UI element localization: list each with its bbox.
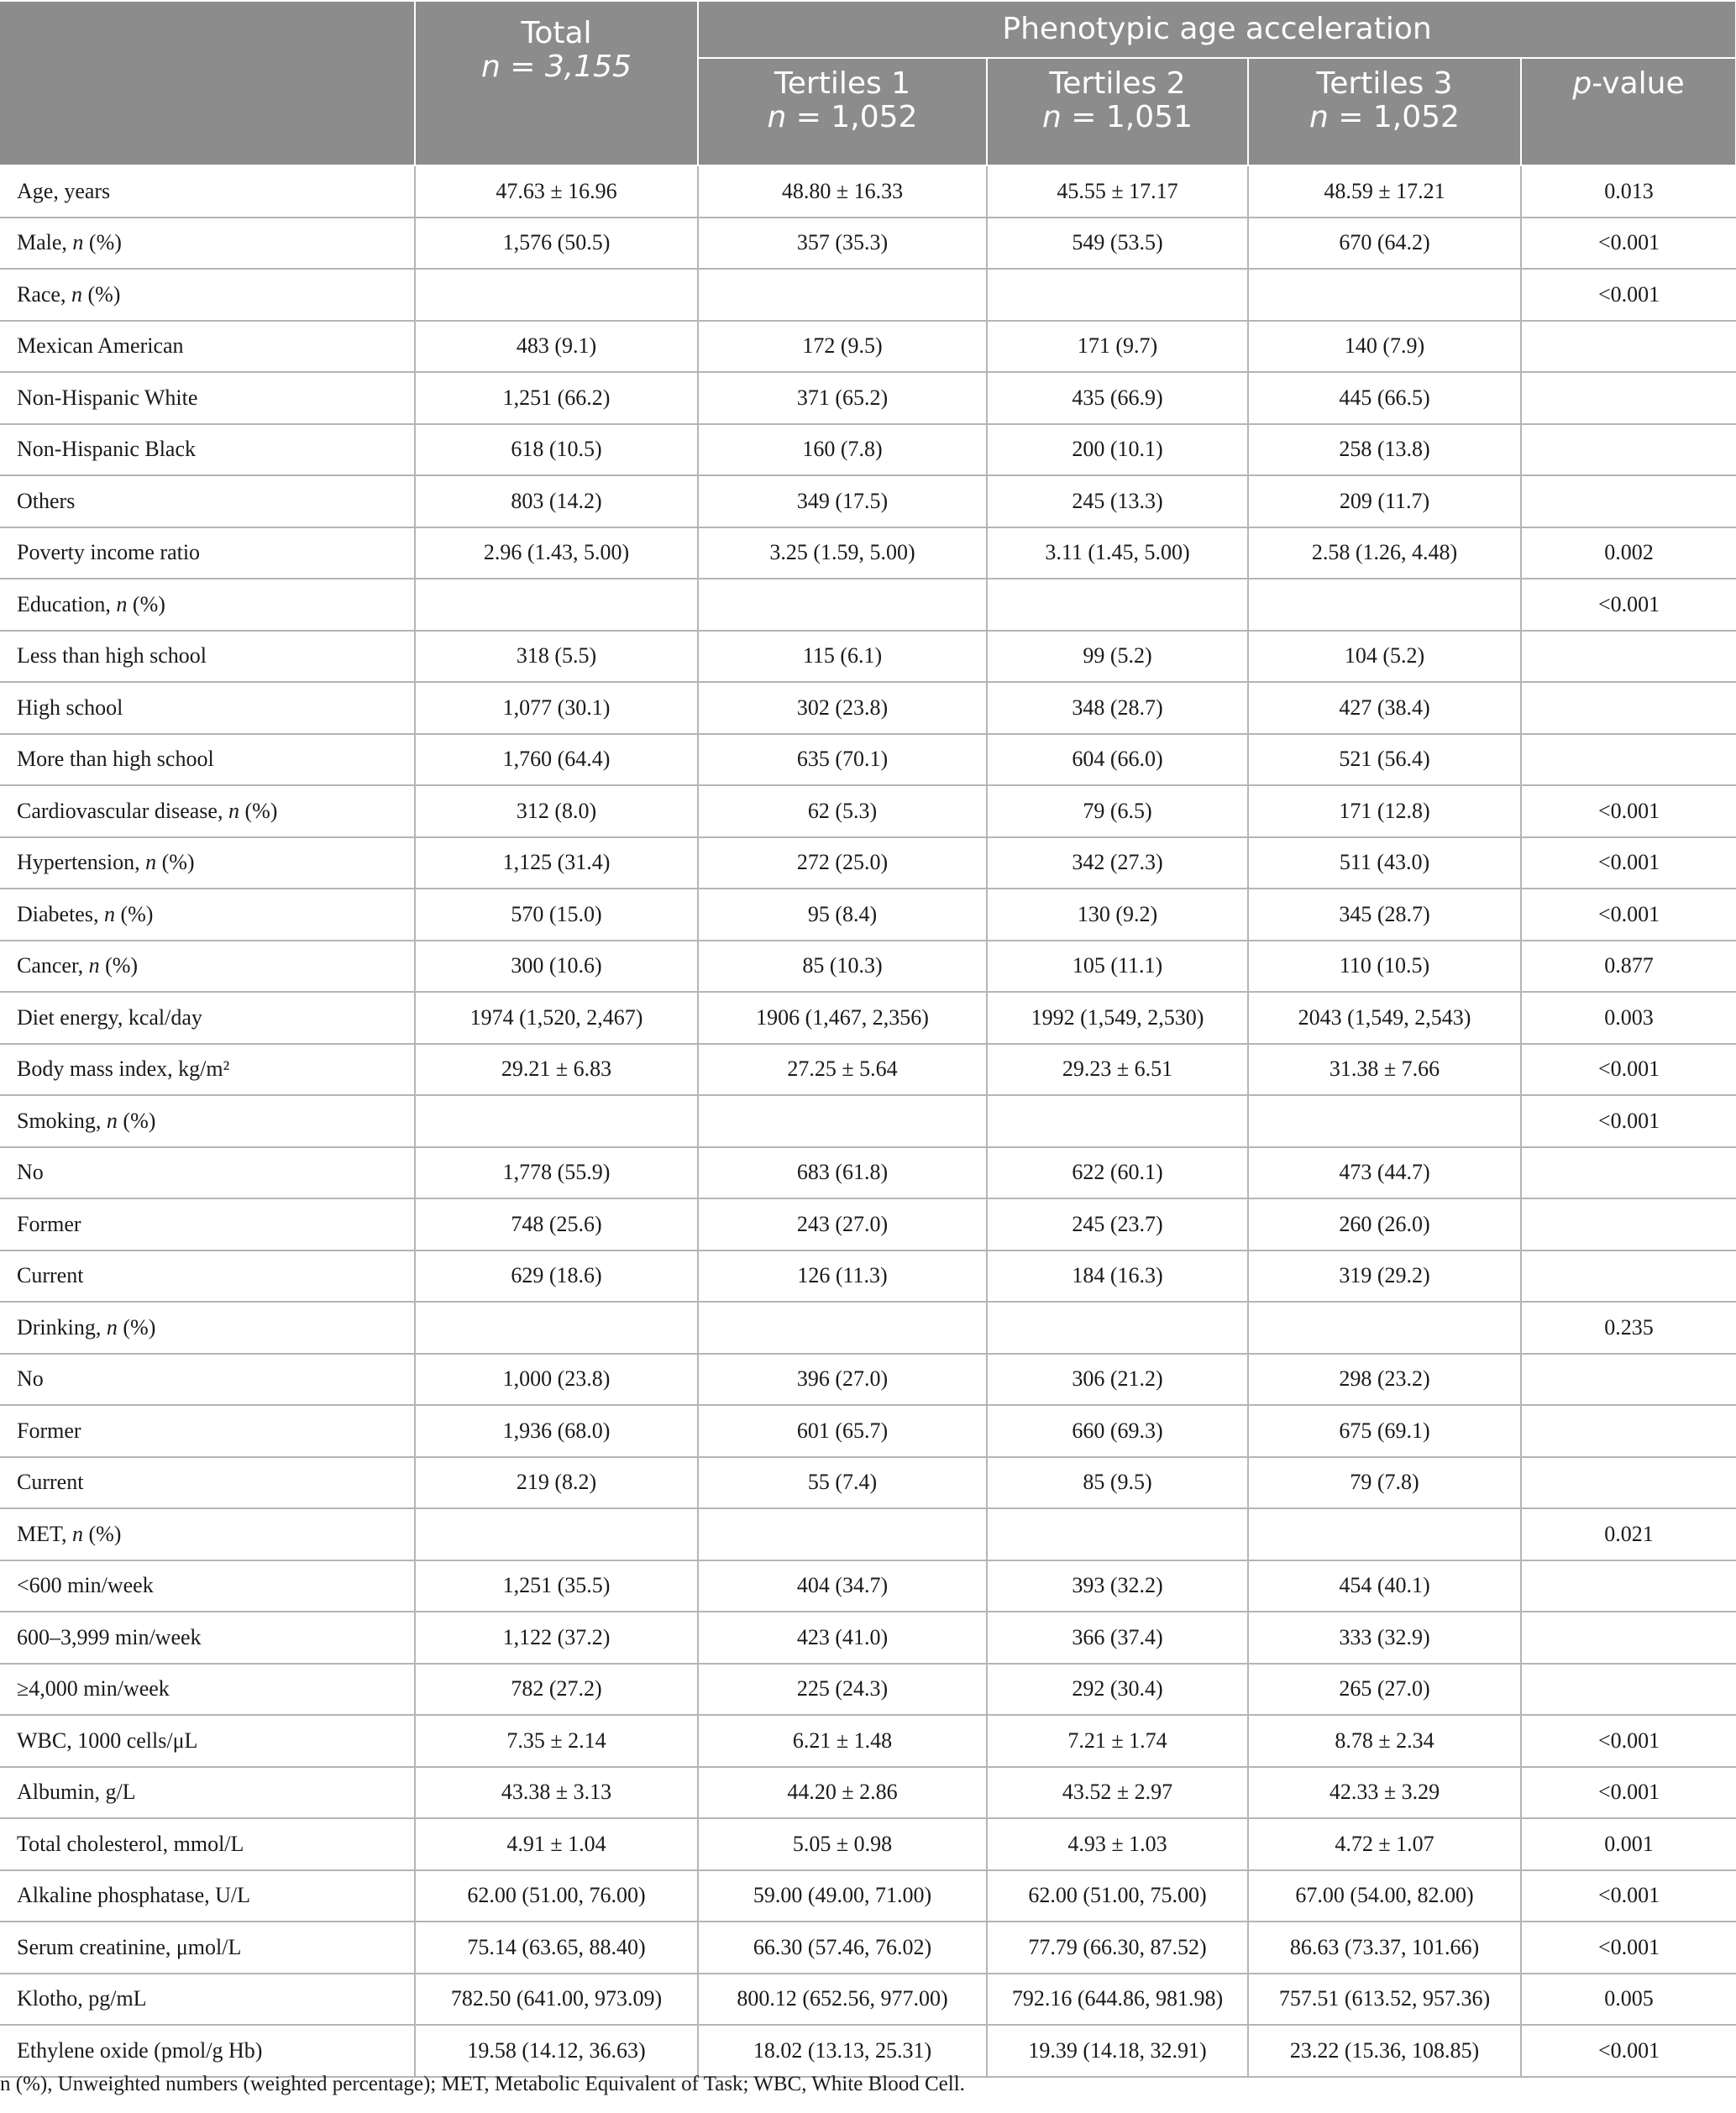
header-blank-cell (0, 1, 415, 165)
table-row (0, 1095, 1736, 1147)
row-label-cell: Former (0, 1405, 415, 1457)
p-value-cell: 0.002 (1521, 527, 1736, 579)
p-value-cell: <0.001 (1521, 785, 1736, 837)
tertile-3-cell: 171 (12.8) (1248, 785, 1521, 837)
tertile-3-cell: 4.72 ± 1.07 (1248, 1818, 1521, 1870)
tertile-2-cell (987, 1095, 1248, 1147)
row-label-cell: Mexican American (0, 321, 415, 373)
row-label-cell: Age, years (0, 165, 415, 218)
row-label-cell: ≥4,000 min/week (0, 1664, 415, 1716)
tertile-2-cell: 184 (16.3) (987, 1250, 1248, 1303)
table-body (0, 165, 1736, 2077)
row-label-cell: Current (0, 1457, 415, 1509)
tertile-1-cell: 27.25 ± 5.64 (698, 1044, 987, 1096)
table-row (0, 1508, 1736, 1560)
tertile-2-cell: 245 (13.3) (987, 475, 1248, 527)
tertile-1-cell: 115 (6.1) (698, 631, 987, 683)
tertile-1-cell: 243 (27.0) (698, 1198, 987, 1250)
total-cell: 748 (25.6) (415, 1198, 698, 1250)
tertile-2-cell: 622 (60.1) (987, 1147, 1248, 1199)
total-cell: 19.58 (14.12, 36.63) (415, 2025, 698, 2077)
header-tertile-1 (698, 58, 987, 165)
tertile-3-cell: 319 (29.2) (1248, 1250, 1521, 1303)
total-cell: 2.96 (1.43, 5.00) (415, 527, 698, 579)
header-tertile-3-label: Tertiles 3 (1316, 66, 1453, 101)
tertile-2-cell: 245 (23.7) (987, 1198, 1248, 1250)
total-cell: 47.63 ± 16.96 (415, 165, 698, 218)
table-row (0, 1198, 1736, 1250)
table-row (0, 269, 1736, 321)
tertile-2-cell: 99 (5.2) (987, 631, 1248, 683)
p-value-cell (1521, 631, 1736, 683)
table-row (0, 992, 1736, 1044)
tertile-3-cell: 31.38 ± 7.66 (1248, 1044, 1521, 1096)
tertile-1-cell: 396 (27.0) (698, 1354, 987, 1406)
row-label-cell: Total cholesterol, mmol/L (0, 1818, 415, 1870)
row-label-cell: Alkaline phosphatase, U/L (0, 1870, 415, 1922)
tertile-3-cell: 454 (40.1) (1248, 1560, 1521, 1612)
tertile-3-cell: 79 (7.8) (1248, 1457, 1521, 1509)
tertile-3-cell: 345 (28.7) (1248, 889, 1521, 941)
tertile-3-cell: 48.59 ± 17.21 (1248, 165, 1521, 218)
p-value-cell: <0.001 (1521, 837, 1736, 889)
table-row (0, 1250, 1736, 1303)
header-total (415, 1, 698, 165)
table-row (0, 1664, 1736, 1716)
tertile-2-cell: 348 (28.7) (987, 682, 1248, 734)
row-label-cell: Race, n (%) (0, 269, 415, 321)
table-row (0, 1974, 1736, 2026)
row-label-cell: Others (0, 475, 415, 527)
total-cell: 803 (14.2) (415, 475, 698, 527)
table-row (0, 1560, 1736, 1612)
header-total-label: Total (521, 16, 592, 50)
tertile-1-cell: 601 (65.7) (698, 1405, 987, 1457)
table-row (0, 527, 1736, 579)
row-label-cell: Drinking, n (%) (0, 1302, 415, 1354)
p-value-cell (1521, 424, 1736, 476)
row-label-cell: Klotho, pg/mL (0, 1974, 415, 2026)
table-row (0, 579, 1736, 631)
tertile-3-cell: 110 (10.5) (1248, 941, 1521, 993)
total-cell (415, 579, 698, 631)
total-cell: 1,122 (37.2) (415, 1612, 698, 1664)
tertile-3-cell: 8.78 ± 2.34 (1248, 1715, 1521, 1767)
p-value-cell (1521, 1250, 1736, 1303)
tertile-2-cell: 77.79 (66.30, 87.52) (987, 1922, 1248, 1974)
row-label-cell: Cardiovascular disease, n (%) (0, 785, 415, 837)
p-value-cell (1521, 475, 1736, 527)
p-value-cell (1521, 1147, 1736, 1199)
table-row (0, 1818, 1736, 1870)
tertile-1-cell: 1906 (1,467, 2,356) (698, 992, 987, 1044)
p-value-cell: 0.877 (1521, 941, 1736, 993)
tertile-2-cell (987, 1508, 1248, 1560)
total-cell (415, 1095, 698, 1147)
p-value-cell: <0.001 (1521, 1044, 1736, 1096)
row-label-cell: Current (0, 1250, 415, 1303)
row-label-cell: MET, n (%) (0, 1508, 415, 1560)
row-label-cell: Hypertension, n (%) (0, 837, 415, 889)
tertile-3-cell: 521 (56.4) (1248, 734, 1521, 786)
tertile-2-cell: 306 (21.2) (987, 1354, 1248, 1406)
tertile-3-cell: 298 (23.2) (1248, 1354, 1521, 1406)
header-tertile-1-label: Tertiles 1 (774, 66, 911, 101)
table-row (0, 372, 1736, 424)
total-cell: 782 (27.2) (415, 1664, 698, 1716)
total-cell: 1,778 (55.9) (415, 1147, 698, 1199)
row-label-cell: No (0, 1147, 415, 1199)
total-cell: 618 (10.5) (415, 424, 698, 476)
tertile-2-cell: 7.21 ± 1.74 (987, 1715, 1248, 1767)
total-cell: 312 (8.0) (415, 785, 698, 837)
p-value-cell: 0.235 (1521, 1302, 1736, 1354)
tertile-2-cell: 62.00 (51.00, 75.00) (987, 1870, 1248, 1922)
total-cell: 29.21 ± 6.83 (415, 1044, 698, 1096)
tertile-3-cell: 333 (32.9) (1248, 1612, 1521, 1664)
tertile-2-cell: 43.52 ± 2.97 (987, 1767, 1248, 1819)
row-label-cell: <600 min/week (0, 1560, 415, 1612)
tertile-3-cell: 258 (13.8) (1248, 424, 1521, 476)
total-cell: 43.38 ± 3.13 (415, 1767, 698, 1819)
p-value-cell (1521, 1664, 1736, 1716)
tertile-1-cell: 357 (35.3) (698, 218, 987, 270)
tertile-3-cell (1248, 1508, 1521, 1560)
header-tertile-3-n: n = 1,052 (1309, 100, 1460, 134)
total-cell: 1,760 (64.4) (415, 734, 698, 786)
row-label-cell: Body mass index, kg/m² (0, 1044, 415, 1096)
tertile-2-cell: 366 (37.4) (987, 1612, 1248, 1664)
tertile-2-cell (987, 579, 1248, 631)
total-cell: 629 (18.6) (415, 1250, 698, 1303)
tertile-1-cell: 404 (34.7) (698, 1560, 987, 1612)
table-row (0, 1612, 1736, 1664)
tertile-1-cell: 5.05 ± 0.98 (698, 1818, 987, 1870)
tertile-2-cell: 105 (11.1) (987, 941, 1248, 993)
tertile-1-cell: 349 (17.5) (698, 475, 987, 527)
p-value-cell: <0.001 (1521, 889, 1736, 941)
tertile-3-cell: 67.00 (54.00, 82.00) (1248, 1870, 1521, 1922)
header-tertile-1-n: n = 1,052 (767, 100, 918, 134)
tertile-3-cell (1248, 579, 1521, 631)
table-row (0, 2025, 1736, 2077)
tertile-2-cell: 200 (10.1) (987, 424, 1248, 476)
total-cell: 62.00 (51.00, 76.00) (415, 1870, 698, 1922)
header-p-value-label: p-value (1572, 66, 1685, 101)
tertile-1-cell (698, 1508, 987, 1560)
table-row (0, 1922, 1736, 1974)
tertile-2-cell: 393 (32.2) (987, 1560, 1248, 1612)
row-label-cell: High school (0, 682, 415, 734)
tertile-3-cell (1248, 1302, 1521, 1354)
p-value-cell: 0.005 (1521, 1974, 1736, 2026)
tertile-3-cell: 2043 (1,549, 2,543) (1248, 992, 1521, 1044)
total-cell (415, 1302, 698, 1354)
tertile-2-cell: 85 (9.5) (987, 1457, 1248, 1509)
tertile-3-cell: 23.22 (15.36, 108.85) (1248, 2025, 1521, 2077)
tertile-3-cell: 104 (5.2) (1248, 631, 1521, 683)
p-value-cell: <0.001 (1521, 1870, 1736, 1922)
tertile-2-cell: 3.11 (1.45, 5.00) (987, 527, 1248, 579)
tertile-1-cell: 423 (41.0) (698, 1612, 987, 1664)
p-value-cell: <0.001 (1521, 1715, 1736, 1767)
total-cell: 7.35 ± 2.14 (415, 1715, 698, 1767)
table-row (0, 165, 1736, 218)
total-cell: 483 (9.1) (415, 321, 698, 373)
tertile-1-cell: 371 (65.2) (698, 372, 987, 424)
total-cell: 1,000 (23.8) (415, 1354, 698, 1406)
row-label-cell: Albumin, g/L (0, 1767, 415, 1819)
table-row (0, 1147, 1736, 1199)
tertile-2-cell: 1992 (1,549, 2,530) (987, 992, 1248, 1044)
header-group-phenotypic-age-acceleration: Phenotypic age acceleration (698, 1, 1736, 58)
tertile-2-cell: 4.93 ± 1.03 (987, 1818, 1248, 1870)
tertile-2-cell: 792.16 (644.86, 981.98) (987, 1974, 1248, 2026)
tertile-2-cell: 342 (27.3) (987, 837, 1248, 889)
tertile-3-cell: 511 (43.0) (1248, 837, 1521, 889)
tertile-2-cell: 604 (66.0) (987, 734, 1248, 786)
tertile-1-cell: 6.21 ± 1.48 (698, 1715, 987, 1767)
p-value-cell: 0.003 (1521, 992, 1736, 1044)
p-value-cell (1521, 1457, 1736, 1509)
p-value-cell (1521, 1560, 1736, 1612)
row-label-cell: No (0, 1354, 415, 1406)
total-cell: 782.50 (641.00, 973.09) (415, 1974, 698, 2026)
tertile-3-cell: 2.58 (1.26, 4.48) (1248, 527, 1521, 579)
tertile-3-cell: 140 (7.9) (1248, 321, 1521, 373)
total-cell: 1,125 (31.4) (415, 837, 698, 889)
row-label-cell: Education, n (%) (0, 579, 415, 631)
tertile-2-cell: 435 (66.9) (987, 372, 1248, 424)
p-value-cell (1521, 1198, 1736, 1250)
table-row (0, 837, 1736, 889)
tertile-1-cell: 3.25 (1.59, 5.00) (698, 527, 987, 579)
row-label-cell: Less than high school (0, 631, 415, 683)
tertile-3-cell (1248, 1095, 1521, 1147)
row-label-cell: Former (0, 1198, 415, 1250)
p-value-cell: 0.021 (1521, 1508, 1736, 1560)
header-tertile-2 (987, 58, 1248, 165)
tertile-2-cell: 45.55 ± 17.17 (987, 165, 1248, 218)
total-cell: 75.14 (63.65, 88.40) (415, 1922, 698, 1974)
table-row (0, 1457, 1736, 1509)
tertile-1-cell: 48.80 ± 16.33 (698, 165, 987, 218)
total-cell: 1,077 (30.1) (415, 682, 698, 734)
header-tertile-2-label: Tertiles 2 (1049, 66, 1186, 101)
tertile-3-cell: 757.51 (613.52, 957.36) (1248, 1974, 1521, 2026)
tertile-1-cell: 225 (24.3) (698, 1664, 987, 1716)
tertile-2-cell: 549 (53.5) (987, 218, 1248, 270)
tertile-3-cell: 86.63 (73.37, 101.66) (1248, 1922, 1521, 1974)
table-footnote: n (%), Unweighted numbers (weighted percentage); MET, Metabolic Equivalent of Task; WBC, White Blood Cell. (0, 2073, 965, 2095)
tertile-1-cell (698, 1095, 987, 1147)
table-row (0, 1870, 1736, 1922)
table-row (0, 475, 1736, 527)
row-label-cell: More than high school (0, 734, 415, 786)
table-row (0, 321, 1736, 373)
tertile-1-cell: 66.30 (57.46, 76.02) (698, 1922, 987, 1974)
tertile-1-cell: 302 (23.8) (698, 682, 987, 734)
total-cell: 570 (15.0) (415, 889, 698, 941)
p-value-cell (1521, 1405, 1736, 1457)
total-cell: 1,251 (66.2) (415, 372, 698, 424)
tertile-3-cell: 42.33 ± 3.29 (1248, 1767, 1521, 1819)
row-label-cell: 600–3,999 min/week (0, 1612, 415, 1664)
tertile-3-cell: 675 (69.1) (1248, 1405, 1521, 1457)
header-p-value (1521, 58, 1736, 165)
row-label-cell: Cancer, n (%) (0, 941, 415, 993)
table-row (0, 682, 1736, 734)
tertile-3-cell: 427 (38.4) (1248, 682, 1521, 734)
tertile-3-cell: 445 (66.5) (1248, 372, 1521, 424)
table-row (0, 1715, 1736, 1767)
tertile-1-cell: 85 (10.3) (698, 941, 987, 993)
p-value-cell (1521, 734, 1736, 786)
tertile-2-cell (987, 1302, 1248, 1354)
total-cell: 1,251 (35.5) (415, 1560, 698, 1612)
total-cell: 4.91 ± 1.04 (415, 1818, 698, 1870)
p-value-cell: <0.001 (1521, 1767, 1736, 1819)
tertile-2-cell: 130 (9.2) (987, 889, 1248, 941)
row-label-cell: Non-Hispanic Black (0, 424, 415, 476)
row-label-cell: Serum creatinine, μmol/L (0, 1922, 415, 1974)
header-tertile-2-n: n = 1,051 (1042, 100, 1193, 134)
table-row (0, 631, 1736, 683)
table-row (0, 889, 1736, 941)
row-label-cell: Ethylene oxide (pmol/g Hb) (0, 2025, 415, 2077)
p-value-cell (1521, 1612, 1736, 1664)
tertile-3-cell: 260 (26.0) (1248, 1198, 1521, 1250)
tertile-1-cell: 126 (11.3) (698, 1250, 987, 1303)
tertile-2-cell: 29.23 ± 6.51 (987, 1044, 1248, 1096)
table-row (0, 785, 1736, 837)
tertile-3-cell: 670 (64.2) (1248, 218, 1521, 270)
total-cell (415, 1508, 698, 1560)
p-value-cell: 0.013 (1521, 165, 1736, 218)
row-label-cell: Non-Hispanic White (0, 372, 415, 424)
row-label-cell: Male, n (%) (0, 218, 415, 270)
tertile-2-cell: 292 (30.4) (987, 1664, 1248, 1716)
p-value-cell: <0.001 (1521, 2025, 1736, 2077)
tertile-1-cell: 44.20 ± 2.86 (698, 1767, 987, 1819)
total-cell: 1,936 (68.0) (415, 1405, 698, 1457)
tertile-1-cell: 160 (7.8) (698, 424, 987, 476)
p-value-cell: <0.001 (1521, 269, 1736, 321)
total-cell: 219 (8.2) (415, 1457, 698, 1509)
table-row (0, 941, 1736, 993)
p-value-cell: <0.001 (1521, 579, 1736, 631)
tertile-1-cell: 635 (70.1) (698, 734, 987, 786)
tertile-1-cell: 172 (9.5) (698, 321, 987, 373)
p-value-cell: <0.001 (1521, 218, 1736, 270)
tertile-1-cell: 62 (5.3) (698, 785, 987, 837)
table-row (0, 1302, 1736, 1354)
table-row (0, 1044, 1736, 1096)
tertile-1-cell: 272 (25.0) (698, 837, 987, 889)
table-row (0, 1354, 1736, 1406)
row-label-cell: Smoking, n (%) (0, 1095, 415, 1147)
total-cell: 318 (5.5) (415, 631, 698, 683)
table-row (0, 734, 1736, 786)
total-cell (415, 269, 698, 321)
p-value-cell: <0.001 (1521, 1922, 1736, 1974)
tertile-1-cell: 683 (61.8) (698, 1147, 987, 1199)
tertile-1-cell (698, 579, 987, 631)
p-value-cell (1521, 1354, 1736, 1406)
tertile-3-cell (1248, 269, 1521, 321)
tertile-2-cell: 660 (69.3) (987, 1405, 1248, 1457)
header-tertile-3 (1248, 58, 1521, 165)
row-label-cell: Diabetes, n (%) (0, 889, 415, 941)
tertile-3-cell: 209 (11.7) (1248, 475, 1521, 527)
header-total-n: n = 3,155 (481, 50, 632, 84)
p-value-cell (1521, 321, 1736, 373)
tertile-2-cell: 19.39 (14.18, 32.91) (987, 2025, 1248, 2077)
table-row (0, 218, 1736, 270)
tertile-1-cell (698, 1302, 987, 1354)
tertile-1-cell: 800.12 (652.56, 977.00) (698, 1974, 987, 2026)
total-cell: 1974 (1,520, 2,467) (415, 992, 698, 1044)
tertile-3-cell: 265 (27.0) (1248, 1664, 1521, 1716)
total-cell: 300 (10.6) (415, 941, 698, 993)
tertile-1-cell: 18.02 (13.13, 25.31) (698, 2025, 987, 2077)
table-row (0, 1405, 1736, 1457)
tertile-2-cell (987, 269, 1248, 321)
tertile-1-cell: 55 (7.4) (698, 1457, 987, 1509)
p-value-cell: <0.001 (1521, 1095, 1736, 1147)
row-label-cell: WBC, 1000 cells/μL (0, 1715, 415, 1767)
tertile-1-cell (698, 269, 987, 321)
tertile-2-cell: 171 (9.7) (987, 321, 1248, 373)
table-header (0, 1, 1736, 165)
table-row (0, 424, 1736, 476)
tertile-1-cell: 95 (8.4) (698, 889, 987, 941)
tertile-2-cell: 79 (6.5) (987, 785, 1248, 837)
total-cell: 1,576 (50.5) (415, 218, 698, 270)
p-value-cell (1521, 372, 1736, 424)
table-row (0, 1767, 1736, 1819)
tertile-3-cell: 473 (44.7) (1248, 1147, 1521, 1199)
p-value-cell: 0.001 (1521, 1818, 1736, 1870)
p-value-cell (1521, 682, 1736, 734)
row-label-cell: Poverty income ratio (0, 527, 415, 579)
tertile-1-cell: 59.00 (49.00, 71.00) (698, 1870, 987, 1922)
row-label-cell: Diet energy, kcal/day (0, 992, 415, 1044)
